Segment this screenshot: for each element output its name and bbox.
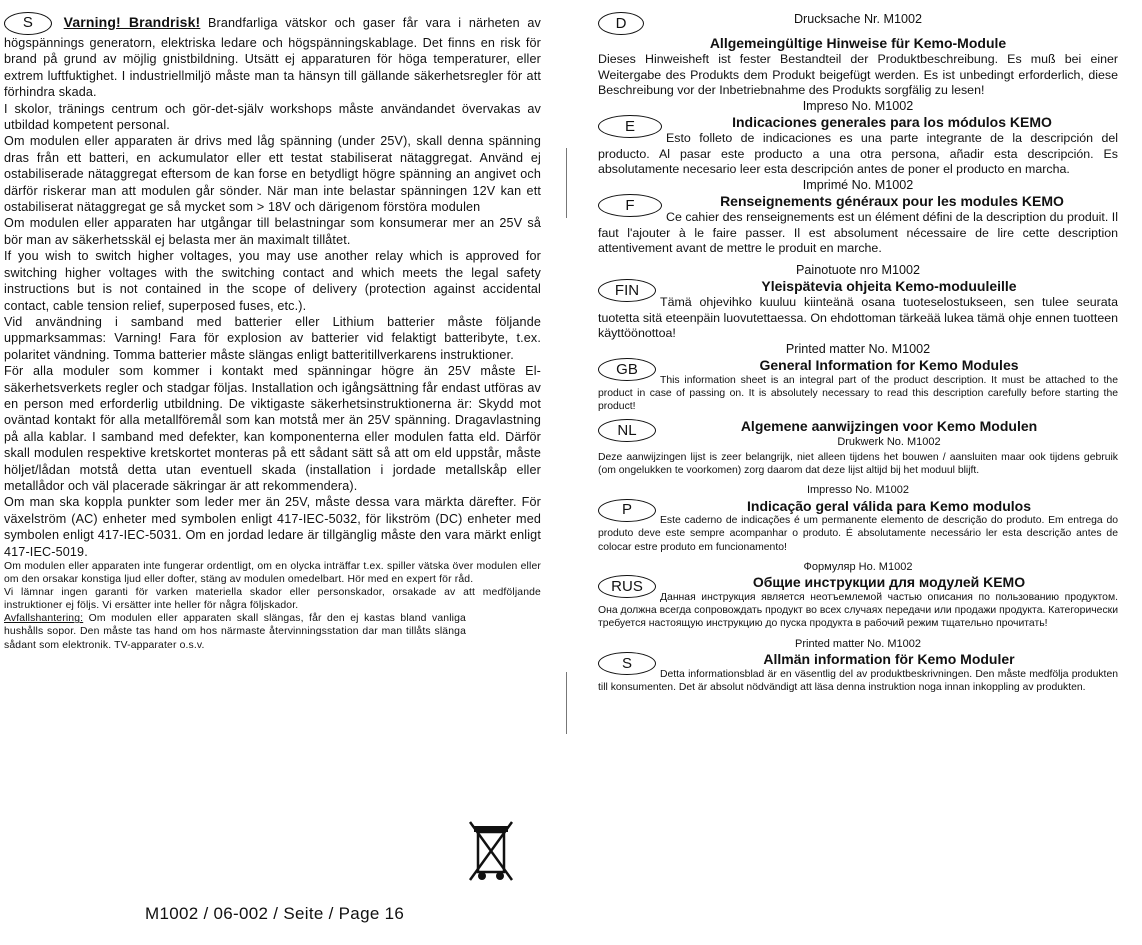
right-column [598, 12, 1118, 694]
paragraph-batteries: Vid användning i samband med batterier eller Lithium batterier måste följande uppmarksammas: Varning! Fara för explosion av batterier vid felaktigt batteribyte, t.ex. polaritet vändning. Tomma batterier måste slängas enligt batteritillverkarens instruktioner. [4, 314, 541, 362]
paragraph-malfunction: Om modulen eller apparaten inte fungerar ordentligt, om en olycka inträffar t.ex. spiller vätska över modulen eller om den orsakar konstiga ljud eller dofter, stäng av modulen omedelbart. Hör med en expert för råd. [4, 561, 541, 586]
language-badge-s: S [598, 652, 656, 675]
section-text: Данная инструкция является неотъемлемой частью описания по пользованию продуктом. Она должна всегда сопровождать продукт во всех случаях передачи или продажи продукта. Категорически требуется настоящую инструкцию до пуска продукта в рабочий режим тщательно прочитать! [598, 592, 1118, 630]
warning-paragraph [4, 12, 541, 101]
warning-text: Brandfarliga vätskor och gaser får vara i närheten av högspännings generatorn, elektriska ledare och högspänningskablage. Det finns en risk för brand på grund av möjlig gnistbildning. Utsätt ej apparaturen för höga temperaturer, eller extrem luftfuktighet. I industriellmiljö måste man ta hänsyn till gällande säkerhetsregler för att förhindra skada. [4, 15, 541, 100]
printed-matter-no: Imprimé No. M1002 [802, 178, 914, 193]
section-text: This information sheet is an integral part of the product description. It must be attached to the product in case of passing on. It is absolutely necessary to read this description carefully before starting the product! [598, 374, 1118, 412]
language-badge-gb: GB [598, 358, 656, 381]
language-badge-fin: FIN [598, 279, 656, 302]
printed-matter-no: Impreso No. M1002 [802, 99, 914, 114]
paragraph-disposal [4, 612, 541, 651]
paragraph-warranty: Vi lämnar ingen garanti för varken materiella skador eller personskador, orsakade av att medföljande instruktioner ej följs. Vi ersätter inte heller för några följskador. [4, 587, 541, 612]
language-badge-f: F [598, 194, 662, 217]
section-heading: S Allmän information för Kemo Moduler [598, 652, 1118, 668]
printed-matter-no: Формуляр Но. M1002 [803, 560, 913, 573]
block-ru [598, 560, 1118, 631]
section-heading: E Indicaciones generales para los módulos KEMO [598, 115, 1118, 131]
disposal-label: Avfallshantering: [4, 613, 84, 625]
section-text: Detta informationsblad är en väsentlig del av produktbeskrivningen. Den måste medfölja produkten till konsumenten. Det är absolut nödvändigt att läsa denna instruktion noga innan inkoppling av produkten. [598, 669, 1118, 694]
language-badge-nl: NL [598, 419, 656, 442]
section-heading: FIN Yleispätevia ohjeita Kemo-moduuleille [598, 279, 1118, 295]
block-gb [598, 342, 1118, 413]
language-badge-s: S [4, 12, 52, 35]
language-badge-d: D [598, 12, 644, 35]
block-de [598, 12, 1118, 99]
paragraph-relay-english: If you wish to switch higher voltages, you may use another relay which is approved for switching higher voltages with the switching contact and which meets the legal safety instructions but is not contained in the scope of delivery (protection against accidental contact, cable tension relief, superposed fuses, etc.). [4, 249, 541, 313]
section-heading: GB General Information for Kemo Modules [598, 358, 1118, 374]
section-text: Dieses Hinweisheft ist fester Bestandteil der Produktbeschreibung. Es muß bei einer Weitergabe des Produkts dem Produkt beigefügt werden. Es ist unbedingt erforderlich, diese Beschreibung vor der Inbetriebnahme des Produkts sorgfälig zu lesen! [598, 51, 1118, 98]
section-heading: RUS Общие инструкции для модулей KEMO [598, 575, 1118, 591]
block-sv [598, 637, 1118, 695]
printed-matter-no: Impresso No. M1002 [806, 483, 910, 496]
section-text: Ce cahier des renseignements est un élément défini de la description du produit. Il faut l'ajouter à le faire passer. Il est absolument nécessaire de lire cette description attentivement avant de mettre le produit en marche. [598, 209, 1118, 256]
printed-matter-no: Printed matter No. M1002 [795, 637, 921, 650]
section-heading: F Renseignements généraux pour les modules KEMO [598, 194, 1118, 210]
block-fr [598, 178, 1118, 257]
printed-matter-no: Painotuote nro M1002 [796, 263, 920, 278]
block-nl [598, 419, 1118, 477]
warning-title: Varning! Brandrisk! [63, 13, 201, 30]
left-column [4, 12, 541, 652]
paragraph-high-voltage: För alla moduler som kommer i kontakt med spänningar högre än 25V måste El-säkerhetsverkets regler och stadgar följas. Installation och igångsättning får endast utföras av en person med erforderlig utbildning. De viktigaste säkerhetsinstruktionerna är: Skydd mot oväntad kontakt för alla metallföremål som kan motstå mer än 25V spänning. Dragavlastning på alla kablar. I samband med defekter, kan komponenterna eller modulen fatta eld. Därför skall modulen respektive kretskortet monteras på ett sådant sätt så att om eld uppstår, måste höljet/lådan motstå detta utan eventuell skada (installation i jordade metallskåp eller metallådor och väl placerade säkringar är att rekommendera). [4, 364, 541, 493]
paragraph-outputs: Om modulen eller apparaten har utgångar till belastningar som konsumerar mer an 25V så bör man av säkerhetsskäl ej belasta mer än maximalt tillåtet. [4, 216, 541, 247]
language-badge-p: P [598, 499, 656, 522]
disposal-text: Om modulen eller apparaten skall slängas, får den ej kastas bland vanliga hushålls sopor. Den måste tas hand om hos närmaste återvinningsstation dar man tillåts slänga sådant som elektronik. TV-apparater o.s.v. [4, 613, 466, 651]
language-badge-e: E [598, 115, 662, 138]
block-es [598, 99, 1118, 178]
paragraph-low-voltage: Om modulen eller apparaten är drivs med låg spänning (under 25V), skall denna spänning dras från ett batteri, en ackumulator eller ett testat stabiliserat nätaggregat. Använd ej ostabiliserade nätaggregat eftersom de kan forse en betydligt högre spänning an angivet och därför riskerar man att modulen går sönder. När man inte belastar spänningen 12V kan ett ostabiliserat nätaggregat ge så mycket som > 18V och därigenom förstöra modulen [4, 134, 541, 215]
page-footer: M1002 / 06-002 / Seite / Page 16 [145, 904, 405, 923]
paragraph-marking: Om man ska koppla punkter som leder mer än 25V, måste dessa vara märkta därefter. För växelström (AC) enheter med symbolen enligt 417-IEC-5032, för likström (DC) enheter med symbolen enligt 417-IEC-5031. Om en jordad ledare är tillgänglig måste den vara märkt enligt 417-IEC-5019. [4, 495, 541, 559]
section-heading: P Indicação geral válida para Kemo modulos [598, 499, 1118, 515]
section-text: Tämä ohjevihko kuuluu kiinteänä osana tuoteselostukseen, sen tulee seurata tuotetta sitä eteenpäin luovutettaessa. On ehdottoman tärkeää lukea tämä ohje ennen tuotteen käyttöönottoa! [598, 294, 1118, 341]
section-text: Este caderno de indicações é um permanente elemento de descrição do produto. Em entrega do produto deve este sempre acompanhar o produto. É absolutamente necessário ler esta descrição antes de colocar estre produto em funcionamento! [598, 515, 1118, 553]
weee-bin-icon [468, 818, 516, 898]
paragraph-supervision: I skolor, tränings centrum och gör-det-själv workshops måste användandet övervakas av utbildad kompetent personal. [4, 101, 541, 133]
section-heading: Allgemeingültige Hinweise für Kemo-Module [709, 35, 1007, 51]
section-text: Esto folleto de indicaciones es una parte integrante de la descripción del producto. Al pasar este producto a una otra persona, añadir esta descripción. Es absolutamente necesario leer esta descripción antes de poner el producto en marcha. [598, 130, 1118, 177]
scan-line [566, 672, 567, 734]
block-pt [598, 483, 1118, 554]
scan-line [566, 148, 567, 218]
printed-matter-no: Drukwerk No. M1002 [837, 435, 941, 448]
section-text: Deze aanwijzingen lijst is zeer belangrijk, niet alleen tijdens het bouwen / aansluiten maar ook tijdens gebruik (om ongelukken te voorkomen) zorg daarom dat deze lijst altijd bij het moduul blijft. [598, 451, 1118, 476]
section-heading: NL Algemene aanwijzingen voor Kemo Modulen [598, 419, 1118, 435]
printed-matter-no: Printed matter No. M1002 [785, 342, 931, 357]
printed-matter-no: Drucksache Nr. M1002 [793, 12, 923, 26]
language-badge-rus: RUS [598, 575, 656, 598]
block-fin [598, 263, 1118, 342]
